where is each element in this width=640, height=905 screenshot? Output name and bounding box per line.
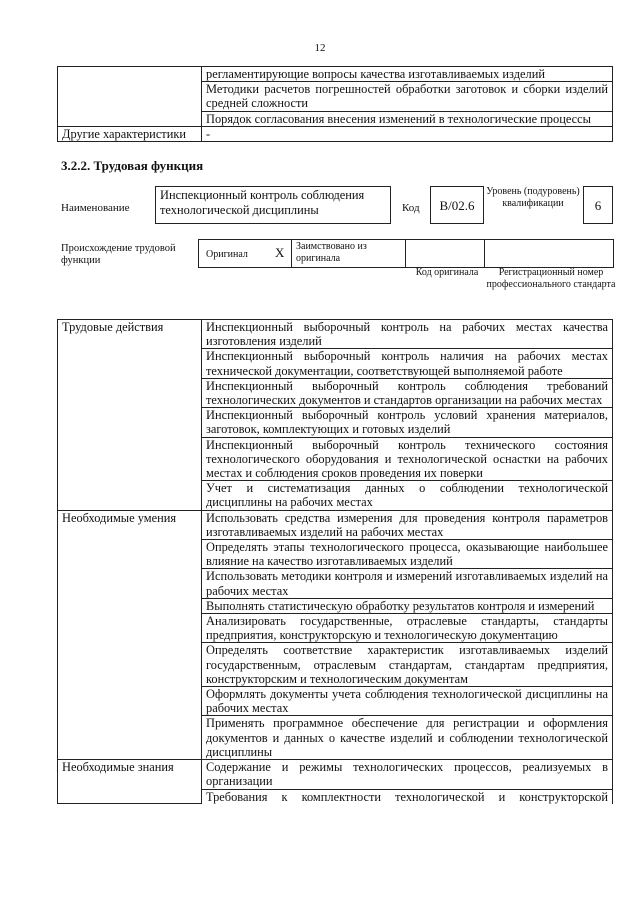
section-label-knowledge: Необходимые знания [58, 760, 202, 804]
level-box [583, 186, 613, 224]
main-table [57, 319, 613, 804]
table-cell: Применять программное обеспечение для регистрации и оформления документов и данных о качестве изделий и соблюдении технологической дисциплины [202, 716, 613, 760]
table-row-label: Другие характеристики [58, 126, 202, 141]
section-label-actions: Трудовые действия [58, 320, 202, 511]
table-cell: Содержание и режимы технологических процессов, реализуемых в организации [202, 760, 613, 789]
table-cell: Использовать средства измерения для проведения контроля параметров изготавливаемых изделий на рабочих местах [202, 510, 613, 539]
table-cell: Анализировать государственные, отраслевые стандарты, стандарты предприятия, конструкторскую и технологическую документацию [202, 614, 613, 643]
table-cell: Использовать методики контроля и измерений изготавливаемых изделий на рабочих местах [202, 569, 613, 598]
level-label: Уровень (подуровень) квалификации [486, 186, 580, 209]
name-box [155, 186, 391, 224]
table-cell: Инспекционный выборочный контроль технического состояния технологического оборудования и технологической оснастки на рабочих местах и соблюдения сроков проведения их поверки [202, 437, 613, 481]
borrowed-label: Заимствовано из оригинала [296, 241, 367, 264]
table-cell: Требования к комплектности технологической и конструкторской [202, 789, 613, 804]
table-cell: Учет и систематизация данных о соблюдении технологической дисциплины на рабочих местах [202, 481, 613, 510]
table-cell: Инспекционный выборочный контроль условий хранения материалов, заготовок, комплектующих и готовых изделий [202, 408, 613, 437]
section-heading: 3.2.2. Трудовая функция [61, 158, 204, 173]
table-cell: Методики расчетов погрешностей обработки заготовок и сборки изделий средней сложности [202, 82, 613, 111]
original-label: Оригинал [206, 249, 248, 260]
table-cell: - [202, 126, 613, 141]
top-table [57, 66, 613, 142]
table-cell: Выполнять статистическую обработку результатов контроля и измерений [202, 598, 613, 613]
name-value: Инспекционный контроль соблюдения технологической дисциплины [160, 188, 365, 217]
table-cell: Инспекционный выборочный контроль наличия на рабочих местах технической документации, соответствующей выполняемой работе [202, 349, 613, 378]
code-original-caption: Код оригинала [415, 267, 479, 278]
code-value: B/02.6 [439, 198, 475, 213]
table-cell: Порядок согласования внесения изменений в технологические процессы [202, 111, 613, 126]
origin-label: Происхождение трудовой функции [61, 243, 176, 266]
code-box [430, 186, 484, 224]
level-value: 6 [594, 198, 602, 213]
table-cell: Определять соответствие характеристик изготавливаемых изделий государственным, отраслевым стандартам, стандартам предприятия, конструкторским и технологическим документам [202, 643, 613, 687]
table-cell: регламентирующие вопросы качества изготавливаемых изделий [202, 67, 613, 82]
origin-row [198, 239, 614, 268]
table-cell: Определять этапы технологического процесса, оказывающие наибольшее влияние на качество изготавливаемых изделий [202, 540, 613, 569]
table-row-label [58, 67, 202, 127]
page-number: 12 [314, 42, 326, 54]
code-label: Код [402, 202, 420, 214]
section-label-skills: Необходимые умения [58, 510, 202, 759]
reg-number-caption: Регистрационный номер профессионального стандарта [486, 267, 616, 290]
name-label: Наименование [61, 202, 130, 214]
original-mark: X [275, 245, 285, 260]
table-cell: Инспекционный выборочный контроль на рабочих местах качества изготовления изделий [202, 320, 613, 349]
table-cell: Оформлять документы учета соблюдения технологической дисциплины на рабочих местах [202, 687, 613, 716]
table-cell: Инспекционный выборочный контроль соблюдения требований технологических документов и стандартов организации на рабочих местах [202, 378, 613, 407]
